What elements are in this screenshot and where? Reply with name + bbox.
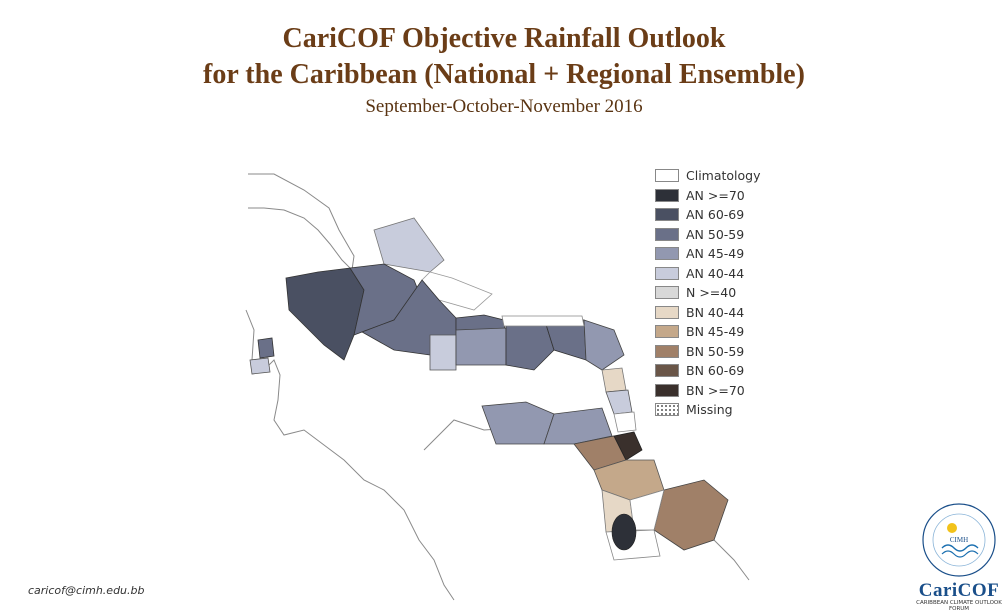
legend-label: AN 45-49 [686, 246, 745, 262]
legend-label: Climatology [686, 168, 761, 184]
legend-item [655, 244, 761, 264]
legend-label: Missing [686, 402, 733, 418]
legend-label: N >=40 [686, 285, 737, 301]
legend-label: BN 60-69 [686, 363, 745, 379]
legend-label: BN 45-49 [686, 324, 745, 340]
legend-swatch [655, 364, 679, 377]
legend-item [655, 205, 761, 225]
brand-text: CariCOF [918, 580, 1000, 601]
brand-tagline: CARIBBEAN CLIMATE OUTLOOK FORUM [916, 600, 1002, 612]
region-belize [258, 338, 274, 358]
legend-swatch [655, 286, 679, 299]
title-line-2: for the Caribbean (National + Regional Ensemble) [203, 59, 805, 90]
legend [655, 166, 761, 420]
region-suriname [654, 480, 728, 550]
region-missing [612, 514, 636, 550]
legend-swatch [655, 384, 679, 397]
legend-swatch [655, 169, 679, 182]
legend-label: AN 60-69 [686, 207, 745, 223]
legend-item [655, 381, 761, 401]
cimh-seal-icon [912, 500, 1006, 580]
seal-text: CIMH [949, 536, 969, 544]
region-dominica [614, 412, 636, 432]
legend-label: BN 50-59 [686, 343, 745, 359]
caricof-logo [912, 500, 1006, 612]
legend-swatch [655, 247, 679, 260]
legend-swatch [655, 345, 679, 358]
contact-email[interactable]: caricof@cimh.edu.bb [28, 584, 145, 597]
legend-item [655, 361, 761, 381]
legend-swatch [655, 306, 679, 319]
legend-label: AN >=70 [686, 187, 745, 203]
region-antigua [602, 368, 626, 392]
legend-item [655, 264, 761, 284]
legend-item [655, 342, 761, 362]
legend-label: AN 40-44 [686, 265, 745, 281]
legend-swatch [655, 228, 679, 241]
legend-item [655, 400, 761, 420]
legend-swatch [655, 267, 679, 280]
legend-label: BN 40-44 [686, 304, 745, 320]
legend-label: AN 50-59 [686, 226, 745, 242]
outlook-period: September-October-November 2016 [365, 96, 643, 117]
legend-item [655, 303, 761, 323]
legend-item [655, 322, 761, 342]
legend-label: BN >=70 [686, 382, 745, 398]
region-jamaica [430, 335, 456, 370]
legend-swatch [655, 189, 679, 202]
title-line-1: CariCOF Objective Rainfall Outlook [282, 23, 726, 54]
legend-swatch [655, 325, 679, 338]
legend-item [655, 225, 761, 245]
legend-swatch [655, 403, 679, 416]
region-gulf-honduras [250, 358, 270, 374]
legend-item [655, 166, 761, 186]
legend-item [655, 186, 761, 206]
legend-swatch [655, 208, 679, 221]
region-leewards [502, 316, 584, 326]
region-haiti [456, 328, 506, 365]
legend-item [655, 283, 761, 303]
